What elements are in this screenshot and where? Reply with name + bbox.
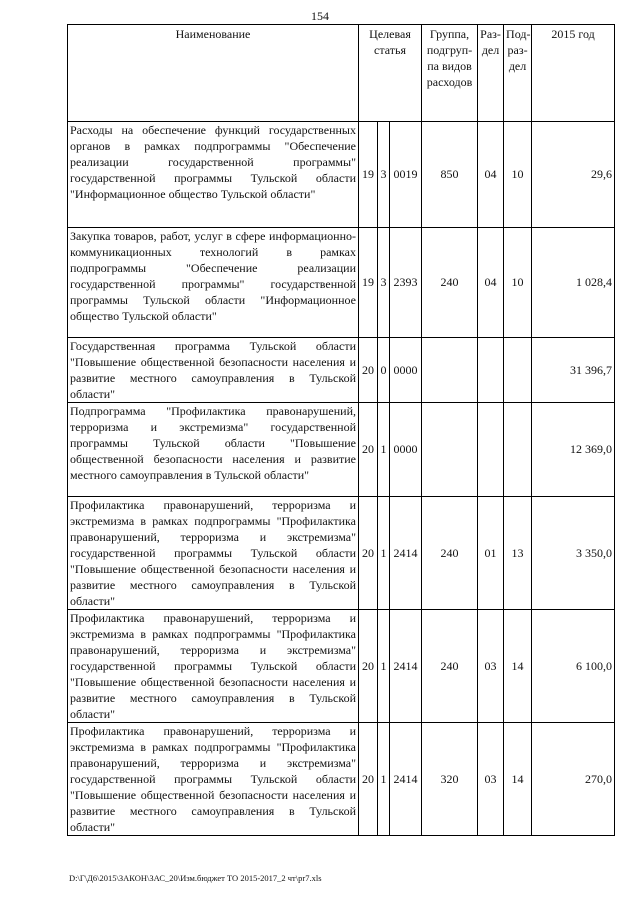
row-section: 03 bbox=[478, 610, 504, 723]
row-name: Профилактика правонарушений, терроризма и экстремизма в рамках подпрограммы "Профилактика правонарушений, терроризма и экстремизма" государственной программы Тульской области "Повышение общественной безопасности населения и развитие местного самоуправления в Тульской области" bbox=[68, 497, 359, 610]
row-group: 320 bbox=[422, 723, 478, 836]
row-amount: 6 100,0 bbox=[532, 610, 615, 723]
row-name: Государственная программа Тульской области "Повышение общественной безопасности населения и развитие местного самоуправления в Тульской области" bbox=[68, 338, 359, 403]
table-row bbox=[68, 122, 615, 228]
row-article-program: 19 bbox=[359, 122, 378, 228]
row-subsection bbox=[504, 338, 532, 403]
header-group: Группа, подгруп- па видов расходов bbox=[422, 25, 478, 122]
row-amount: 12 369,0 bbox=[532, 403, 615, 497]
row-article-subprogram: 1 bbox=[378, 497, 390, 610]
row-name: Профилактика правонарушений, терроризма и экстремизма в рамках подпрограммы "Профилактика правонарушений, терроризма и экстремизма" государственной программы Тульской области "Повышение общественной безопасности населения и развитие местного самоуправления в Тульской области" bbox=[68, 610, 359, 723]
row-group: 240 bbox=[422, 610, 478, 723]
row-article-subprogram: 1 bbox=[378, 610, 390, 723]
row-subsection: 10 bbox=[504, 228, 532, 338]
row-name: Профилактика правонарушений, терроризма и экстремизма в рамках подпрограммы "Профилактика правонарушений, терроризма и экстремизма" государственной программы Тульской области "Повышение общественной безопасности населения и развитие местного самоуправления в Тульской области" bbox=[68, 723, 359, 836]
row-article-direction: 2414 bbox=[390, 723, 422, 836]
row-article-direction: 2393 bbox=[390, 228, 422, 338]
row-section: 04 bbox=[478, 122, 504, 228]
table-row bbox=[68, 497, 615, 610]
row-subsection: 13 bbox=[504, 497, 532, 610]
row-section: 01 bbox=[478, 497, 504, 610]
row-amount: 29,6 bbox=[532, 122, 615, 228]
row-amount: 1 028,4 bbox=[532, 228, 615, 338]
row-article-direction: 2414 bbox=[390, 497, 422, 610]
row-section bbox=[478, 403, 504, 497]
table-row bbox=[68, 338, 615, 403]
row-amount: 3 350,0 bbox=[532, 497, 615, 610]
row-article-direction: 0000 bbox=[390, 403, 422, 497]
header-name: Наименование bbox=[68, 25, 359, 122]
row-section bbox=[478, 338, 504, 403]
row-group bbox=[422, 403, 478, 497]
row-group bbox=[422, 338, 478, 403]
table-header-row bbox=[68, 25, 615, 122]
row-section: 03 bbox=[478, 723, 504, 836]
row-article-direction: 0019 bbox=[390, 122, 422, 228]
row-subsection: 14 bbox=[504, 723, 532, 836]
row-article-direction: 0000 bbox=[390, 338, 422, 403]
table-row bbox=[68, 723, 615, 836]
row-name: Подпрограмма "Профилактика правонарушений, терроризма и экстремизма" государственной программы Тульской области "Повышение общественной безопасности населения и развитие местного самоуправления в Тульской области" bbox=[68, 403, 359, 497]
header-year: 2015 год bbox=[532, 25, 615, 122]
header-subsection: Под- раз- дел bbox=[504, 25, 532, 122]
row-article-subprogram: 1 bbox=[378, 723, 390, 836]
row-article-program: 20 bbox=[359, 723, 378, 836]
row-group: 850 bbox=[422, 122, 478, 228]
row-article-program: 20 bbox=[359, 497, 378, 610]
row-article-program: 20 bbox=[359, 403, 378, 497]
header-section: Раз- дел bbox=[478, 25, 504, 122]
row-amount: 31 396,7 bbox=[532, 338, 615, 403]
table-row bbox=[68, 403, 615, 497]
row-article-program: 20 bbox=[359, 338, 378, 403]
table-row bbox=[68, 228, 615, 338]
row-section: 04 bbox=[478, 228, 504, 338]
row-name: Расходы на обеспечение функций государственных органов в рамках подпрограммы "Обеспечение реализации государственной программы" государственной программы Тульской области "Информационное общество Тульской области" bbox=[68, 122, 359, 228]
row-article-subprogram: 0 bbox=[378, 338, 390, 403]
row-group: 240 bbox=[422, 497, 478, 610]
row-article-subprogram: 3 bbox=[378, 228, 390, 338]
row-subsection: 14 bbox=[504, 610, 532, 723]
row-article-program: 20 bbox=[359, 610, 378, 723]
row-subsection bbox=[504, 403, 532, 497]
table-body bbox=[68, 122, 615, 836]
row-name: Закупка товаров, работ, услуг в сфере информационно-коммуникационных технологий в рамках подпрограммы "Обеспечение реализации государственной программы" государственной программы Тульской области "Информационное общество Тульской области" bbox=[68, 228, 359, 338]
row-article-direction: 2414 bbox=[390, 610, 422, 723]
footer-file-path: D:\Г\Д6\2015\ЗАКОН\ЗАС_20\Изм.бюджет ТО 2015-2017_2 чт\pr7.xls bbox=[69, 873, 322, 883]
budget-table bbox=[67, 24, 615, 836]
row-article-program: 19 bbox=[359, 228, 378, 338]
row-article-subprogram: 1 bbox=[378, 403, 390, 497]
row-article-subprogram: 3 bbox=[378, 122, 390, 228]
table-row bbox=[68, 610, 615, 723]
row-amount: 270,0 bbox=[532, 723, 615, 836]
header-target-article: Целевая статья bbox=[359, 25, 422, 122]
page-number: 154 bbox=[311, 9, 329, 23]
row-group: 240 bbox=[422, 228, 478, 338]
row-subsection: 10 bbox=[504, 122, 532, 228]
